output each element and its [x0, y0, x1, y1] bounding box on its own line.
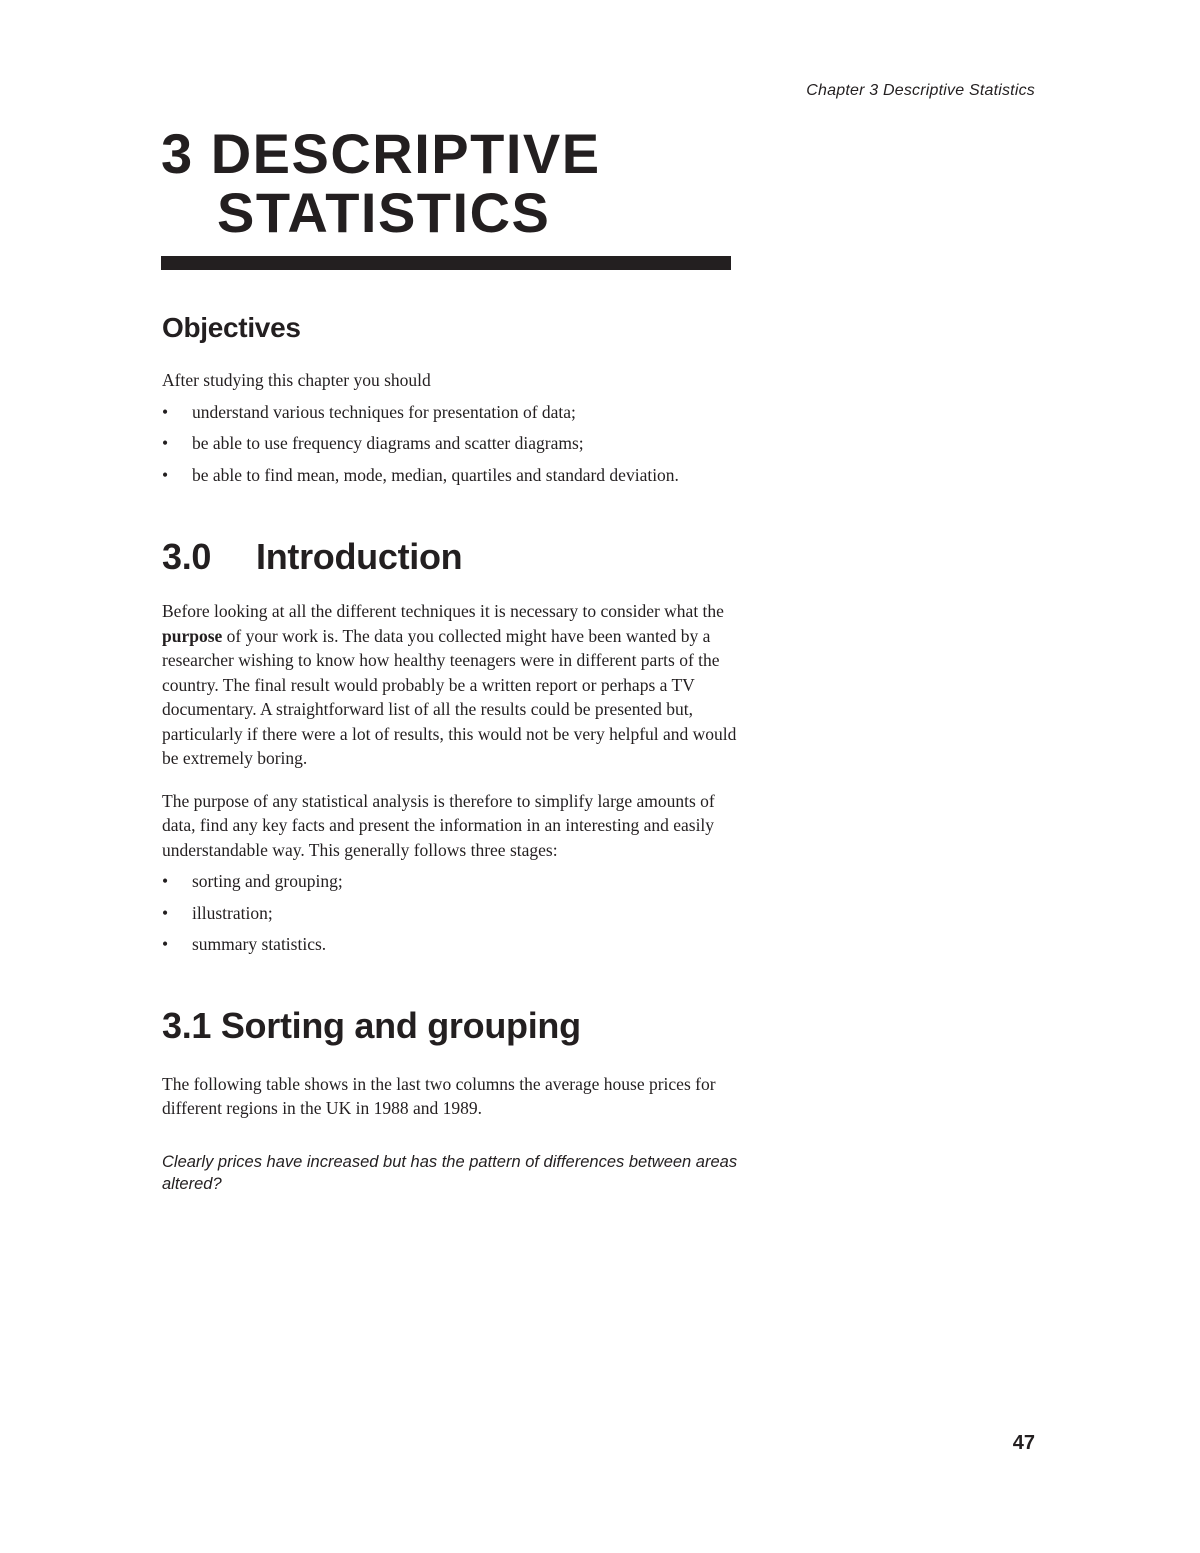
- intro-paragraph-2: The purpose of any statistical analysis is therefore to simplify large amounts of data, find any key facts and present the information in an interesting and easily understandable way. This generally follows three stages:: [162, 790, 715, 860]
- chapter-title-line-2: STATISTICS: [217, 181, 551, 244]
- objectives-intro: After studying this chapter you should: [162, 370, 431, 390]
- chapter-title-line-1: 3 DESCRIPTIVE: [161, 122, 601, 185]
- margin-question: Clearly prices have increased but has the pattern of differences between areas altered?: [162, 1152, 738, 1193]
- section-3-0-heading: [162, 535, 742, 579]
- stages-list: [162, 869, 742, 957]
- objective-item: • be able to find mean, mode, median, quartiles and standard deviation.: [162, 463, 742, 488]
- objectives-heading: Objectives: [162, 312, 301, 343]
- running-header: Chapter 3 Descriptive Statistics: [806, 82, 1035, 99]
- section-3-0-number: 3.0: [162, 536, 212, 577]
- objective-item: • understand various techniques for presentation of data;: [162, 400, 742, 425]
- stage-item: • summary statistics.: [162, 932, 742, 957]
- intro-paragraph-1: [162, 599, 742, 771]
- section-3-0-title: Introduction: [256, 536, 463, 577]
- chapter-title: [161, 124, 601, 242]
- intro-paragraph-1-start: Before looking at all the different techniques it is necessary to consider what the: [162, 601, 724, 621]
- page-content: [162, 308, 742, 1195]
- objectives-list: [162, 400, 742, 488]
- page-number: 47: [1012, 1432, 1035, 1454]
- objective-item: • be able to use frequency diagrams and scatter diagrams;: [162, 431, 742, 456]
- stage-item: • sorting and grouping;: [162, 869, 742, 894]
- title-rule: [161, 256, 731, 270]
- section-3-1-heading: 3.1 Sorting and grouping: [162, 1004, 581, 1046]
- intro-paragraph-1-end: of your work is. The data you collected might have been wanted by a researcher wishing to know how healthy teenagers were in different parts of the country. The final result would probably be a written report or perhaps a TV documentary. A straightforward list of all the results could be presented but, particularly if there were a lot of results, this would not be very helpful and would be extremely boring.: [162, 625, 737, 768]
- purpose-bold: purpose: [162, 625, 223, 646]
- stage-item: • illustration;: [162, 901, 742, 926]
- sorting-paragraph: The following table shows in the last two columns the average house prices for different regions in the UK in 1988 and 1989.: [162, 1073, 716, 1118]
